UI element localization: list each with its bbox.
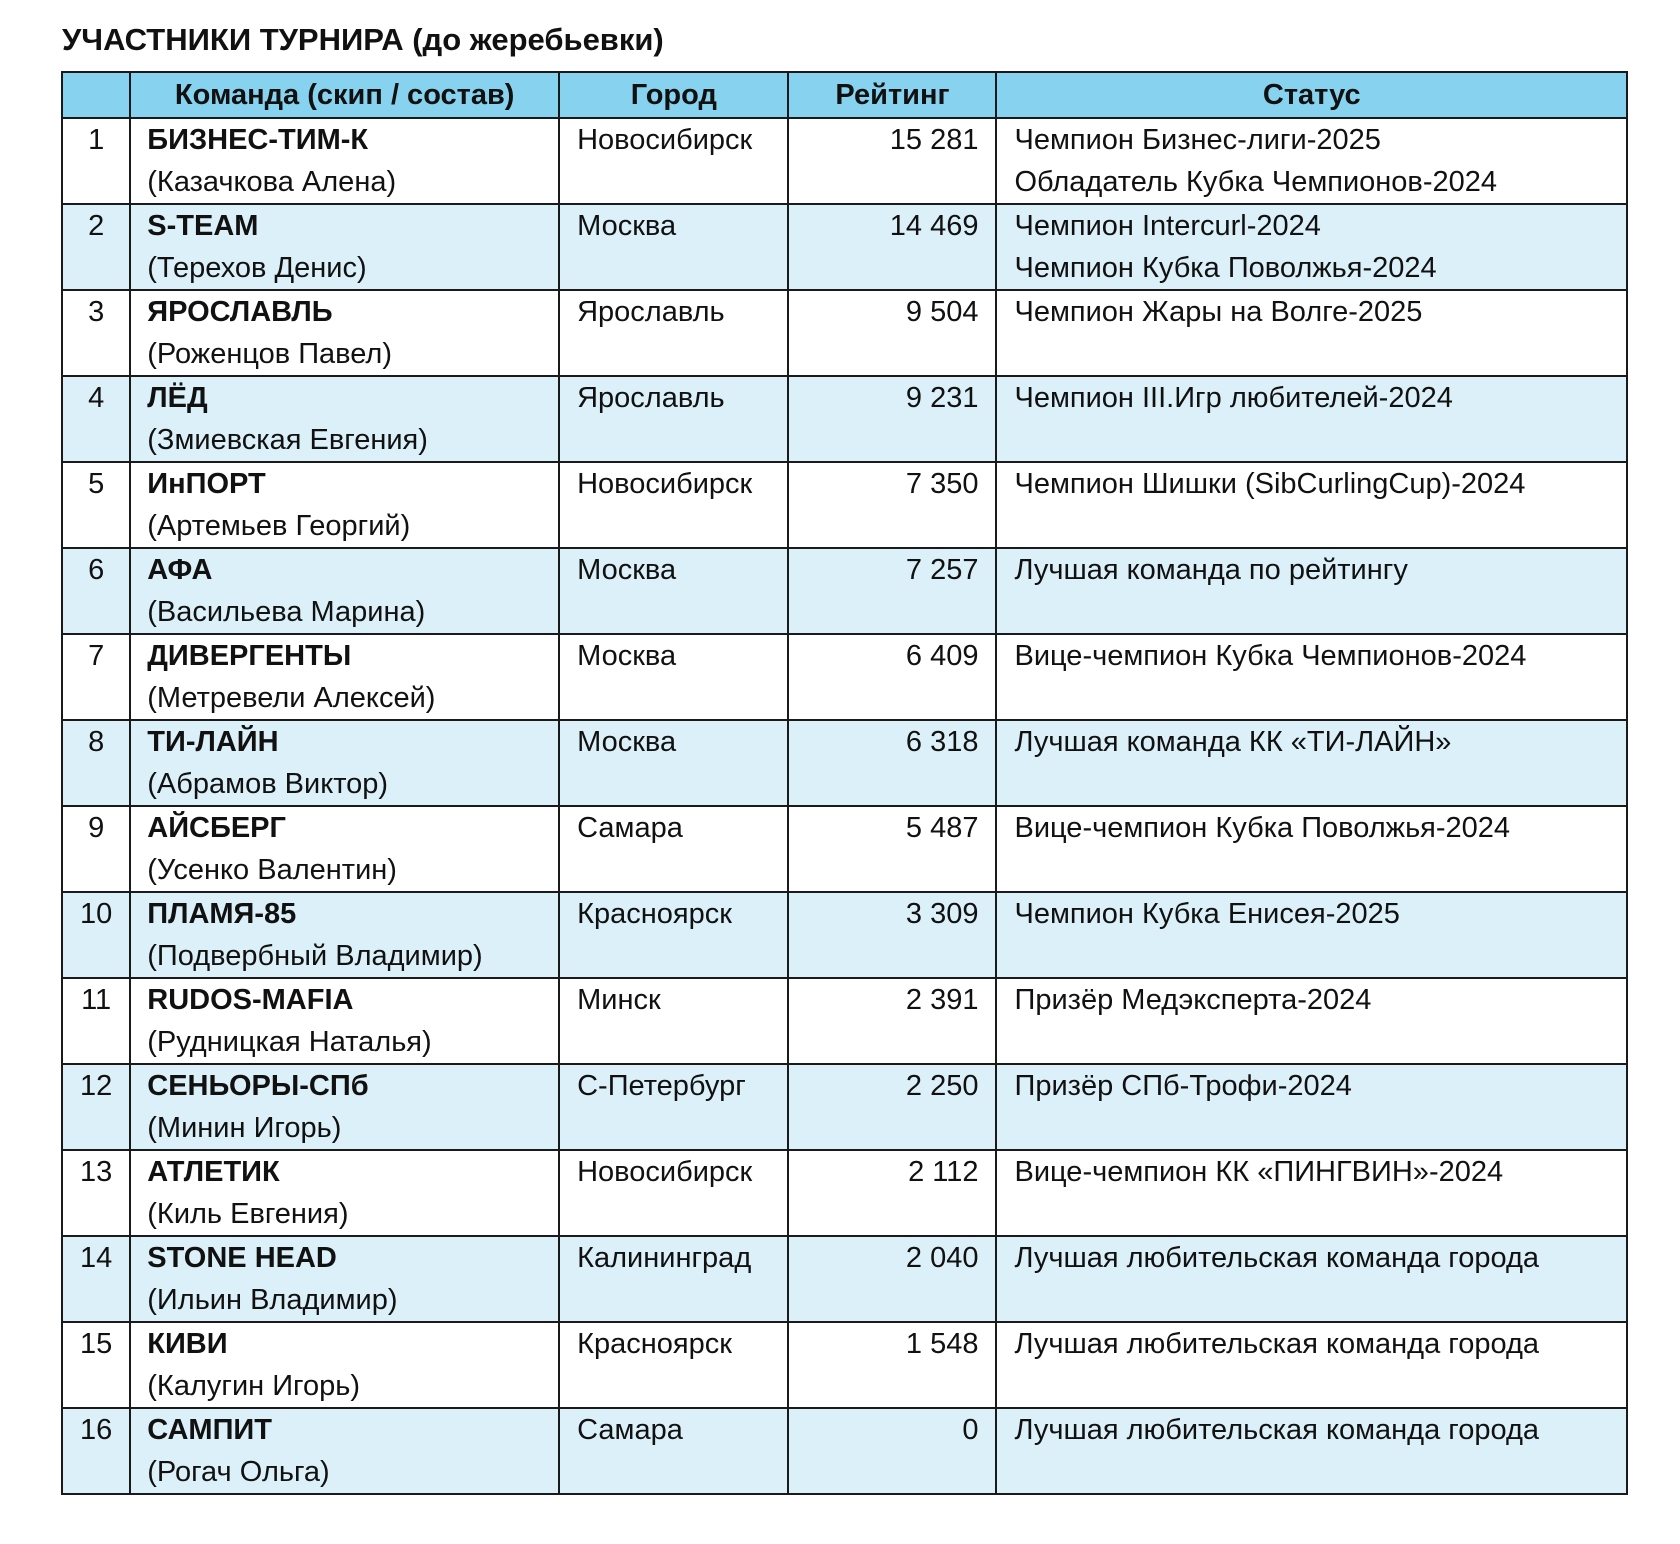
table-row <box>62 1236 1627 1322</box>
status-line: Призёр СПб-Трофи-2024 <box>1014 1070 1352 1102</box>
row-number: 14 <box>62 1236 130 1322</box>
team-skip: (Усенко Валентин) <box>147 854 397 886</box>
team-cell <box>130 720 559 806</box>
rating-cell: 5 487 <box>788 806 996 892</box>
city-cell: Ярославль <box>559 376 788 462</box>
status-cell <box>996 1236 1627 1322</box>
table-header-row <box>62 72 1627 118</box>
status-cell <box>996 720 1627 806</box>
team-name: САМПИТ <box>147 1414 272 1446</box>
team-cell <box>130 978 559 1064</box>
team-name: БИЗНЕС-ТИМ-К <box>147 124 369 156</box>
table-row <box>62 1322 1627 1408</box>
status-line: Лучшая команда по рейтингу <box>1014 554 1408 586</box>
city-cell: Самара <box>559 806 788 892</box>
team-skip: (Калугин Игорь) <box>147 1370 361 1402</box>
rating-cell: 14 469 <box>788 204 996 290</box>
page-title: УЧАСТНИКИ ТУРНИРА (до жеребьевки) <box>62 22 664 57</box>
status-line: Обладатель Кубка Чемпионов-2024 <box>1014 166 1498 198</box>
status-cell <box>996 204 1627 290</box>
row-number: 7 <box>62 634 130 720</box>
city-cell: Ярославль <box>559 290 788 376</box>
row-number: 9 <box>62 806 130 892</box>
city-cell: Минск <box>559 978 788 1064</box>
rating-cell: 7 350 <box>788 462 996 548</box>
team-skip: (Рогач Ольга) <box>147 1456 330 1488</box>
team-name: АФА <box>147 554 213 586</box>
rating-cell: 15 281 <box>788 118 996 204</box>
row-number: 5 <box>62 462 130 548</box>
table-row <box>62 634 1627 720</box>
row-number: 11 <box>62 978 130 1064</box>
header-rating: Рейтинг <box>788 72 996 118</box>
team-name: ЯРОСЛАВЛЬ <box>147 296 333 328</box>
rating-cell: 2 040 <box>788 1236 996 1322</box>
team-cell <box>130 1236 559 1322</box>
row-number: 12 <box>62 1064 130 1150</box>
rating-cell: 1 548 <box>788 1322 996 1408</box>
team-cell <box>130 204 559 290</box>
team-name: S-TEAM <box>147 210 259 242</box>
status-line: Чемпион Шишки (SibCurlingCup)-2024 <box>1014 468 1526 500</box>
team-cell <box>130 376 559 462</box>
status-line: Чемпион Кубка Енисея-2025 <box>1014 898 1400 930</box>
team-skip: (Подвербный Владимир) <box>147 940 483 972</box>
status-line: Чемпион Intercurl-2024 <box>1014 210 1321 242</box>
row-number: 10 <box>62 892 130 978</box>
rating-cell: 0 <box>788 1408 996 1494</box>
status-line: Лучшая команда КК «ТИ-ЛАЙН» <box>1014 726 1452 758</box>
team-skip: (Минин Игорь) <box>147 1112 342 1144</box>
table-row <box>62 978 1627 1064</box>
status-cell <box>996 1322 1627 1408</box>
city-cell: Калининград <box>559 1236 788 1322</box>
row-number: 2 <box>62 204 130 290</box>
team-skip: (Абрамов Виктор) <box>147 768 389 800</box>
team-cell <box>130 634 559 720</box>
table-body <box>62 118 1627 1494</box>
table-row <box>62 204 1627 290</box>
team-name: ТИ-ЛАЙН <box>147 726 279 758</box>
team-cell <box>130 806 559 892</box>
table-row <box>62 290 1627 376</box>
city-cell: Москва <box>559 720 788 806</box>
city-cell: Самара <box>559 1408 788 1494</box>
team-name: RUDOS-MAFIA <box>147 984 354 1016</box>
team-cell <box>130 1064 559 1150</box>
participants-table <box>61 71 1628 1495</box>
team-name: КИВИ <box>147 1328 228 1360</box>
team-skip: (Ильин Владимир) <box>147 1284 398 1316</box>
team-cell <box>130 548 559 634</box>
status-line: Чемпион Кубка Поволжья-2024 <box>1014 252 1437 284</box>
team-skip: (Васильева Марина) <box>147 596 426 628</box>
status-line: Лучшая любительская команда города <box>1014 1328 1540 1360</box>
team-skip: (Казачкова Алена) <box>147 166 397 198</box>
status-line: Вице-чемпион Кубка Поволжья-2024 <box>1014 812 1511 844</box>
row-number: 4 <box>62 376 130 462</box>
header-status: Статус <box>996 72 1627 118</box>
row-number: 13 <box>62 1150 130 1236</box>
team-name: STONE HEAD <box>147 1242 337 1274</box>
table-row <box>62 806 1627 892</box>
team-cell <box>130 290 559 376</box>
rating-cell: 9 504 <box>788 290 996 376</box>
team-name: ПЛАМЯ-85 <box>147 898 297 930</box>
table-row <box>62 118 1627 204</box>
table-row <box>62 1064 1627 1150</box>
city-cell: Москва <box>559 548 788 634</box>
team-skip: (Киль Евгения) <box>147 1198 349 1230</box>
header-team: Команда (скип / состав) <box>130 72 559 118</box>
city-cell: Красноярск <box>559 892 788 978</box>
city-cell: Новосибирск <box>559 118 788 204</box>
row-number: 6 <box>62 548 130 634</box>
status-cell <box>996 806 1627 892</box>
row-number: 3 <box>62 290 130 376</box>
header-num <box>62 72 130 118</box>
city-cell: С-Петербург <box>559 1064 788 1150</box>
team-skip: (Терехов Денис) <box>147 252 367 284</box>
status-cell <box>996 462 1627 548</box>
rating-cell: 2 250 <box>788 1064 996 1150</box>
header-city: Город <box>559 72 788 118</box>
status-line: Чемпион Бизнес-лиги-2025 <box>1014 124 1381 156</box>
status-cell <box>996 290 1627 376</box>
city-cell: Москва <box>559 634 788 720</box>
rating-cell: 2 391 <box>788 978 996 1064</box>
table-row <box>62 376 1627 462</box>
team-name: АТЛЕТИК <box>147 1156 280 1188</box>
team-name: ЛЁД <box>147 382 208 414</box>
rating-cell: 3 309 <box>788 892 996 978</box>
status-cell <box>996 1150 1627 1236</box>
team-cell <box>130 1322 559 1408</box>
rating-cell: 6 318 <box>788 720 996 806</box>
city-cell: Новосибирск <box>559 1150 788 1236</box>
team-skip: (Артемьев Георгий) <box>147 510 411 542</box>
status-cell <box>996 1064 1627 1150</box>
status-line: Вице-чемпион Кубка Чемпионов-2024 <box>1014 640 1527 672</box>
table-row <box>62 1150 1627 1236</box>
team-name: СЕНЬОРЫ-СПб <box>147 1070 369 1102</box>
status-cell <box>996 892 1627 978</box>
city-cell: Москва <box>559 204 788 290</box>
team-cell <box>130 1408 559 1494</box>
table-row <box>62 1408 1627 1494</box>
team-name: ДИВЕРГЕНТЫ <box>147 640 352 672</box>
team-skip: (Змиевская Евгения) <box>147 424 428 456</box>
table-row <box>62 892 1627 978</box>
team-cell <box>130 892 559 978</box>
team-cell <box>130 1150 559 1236</box>
table-row <box>62 462 1627 548</box>
row-number: 8 <box>62 720 130 806</box>
team-name: АЙСБЕРГ <box>147 812 286 844</box>
team-skip: (Метревели Алексей) <box>147 682 436 714</box>
team-cell <box>130 118 559 204</box>
row-number: 16 <box>62 1408 130 1494</box>
team-cell <box>130 462 559 548</box>
team-name: ИнПОРТ <box>147 468 266 500</box>
status-cell <box>996 548 1627 634</box>
status-line: Вице-чемпион КК «ПИНГВИН»-2024 <box>1014 1156 1504 1188</box>
rating-cell: 6 409 <box>788 634 996 720</box>
team-skip: (Роженцов Павел) <box>147 338 393 370</box>
status-cell <box>996 1408 1627 1494</box>
team-skip: (Рудницкая Наталья) <box>147 1026 432 1058</box>
table-row <box>62 720 1627 806</box>
city-cell: Новосибирск <box>559 462 788 548</box>
status-line: Лучшая любительская команда города <box>1014 1414 1540 1446</box>
status-cell <box>996 634 1627 720</box>
table-row <box>62 548 1627 634</box>
status-line: Чемпион Жары на Волге-2025 <box>1014 296 1423 328</box>
row-number: 1 <box>62 118 130 204</box>
status-cell <box>996 376 1627 462</box>
row-number: 15 <box>62 1322 130 1408</box>
status-line: Лучшая любительская команда города <box>1014 1242 1540 1274</box>
city-cell: Красноярск <box>559 1322 788 1408</box>
status-cell <box>996 118 1627 204</box>
rating-cell: 7 257 <box>788 548 996 634</box>
rating-cell: 2 112 <box>788 1150 996 1236</box>
status-line: Призёр Медэксперта-2024 <box>1014 984 1372 1016</box>
rating-cell: 9 231 <box>788 376 996 462</box>
status-line: Чемпион III.Игр любителей-2024 <box>1014 382 1453 414</box>
status-cell <box>996 978 1627 1064</box>
